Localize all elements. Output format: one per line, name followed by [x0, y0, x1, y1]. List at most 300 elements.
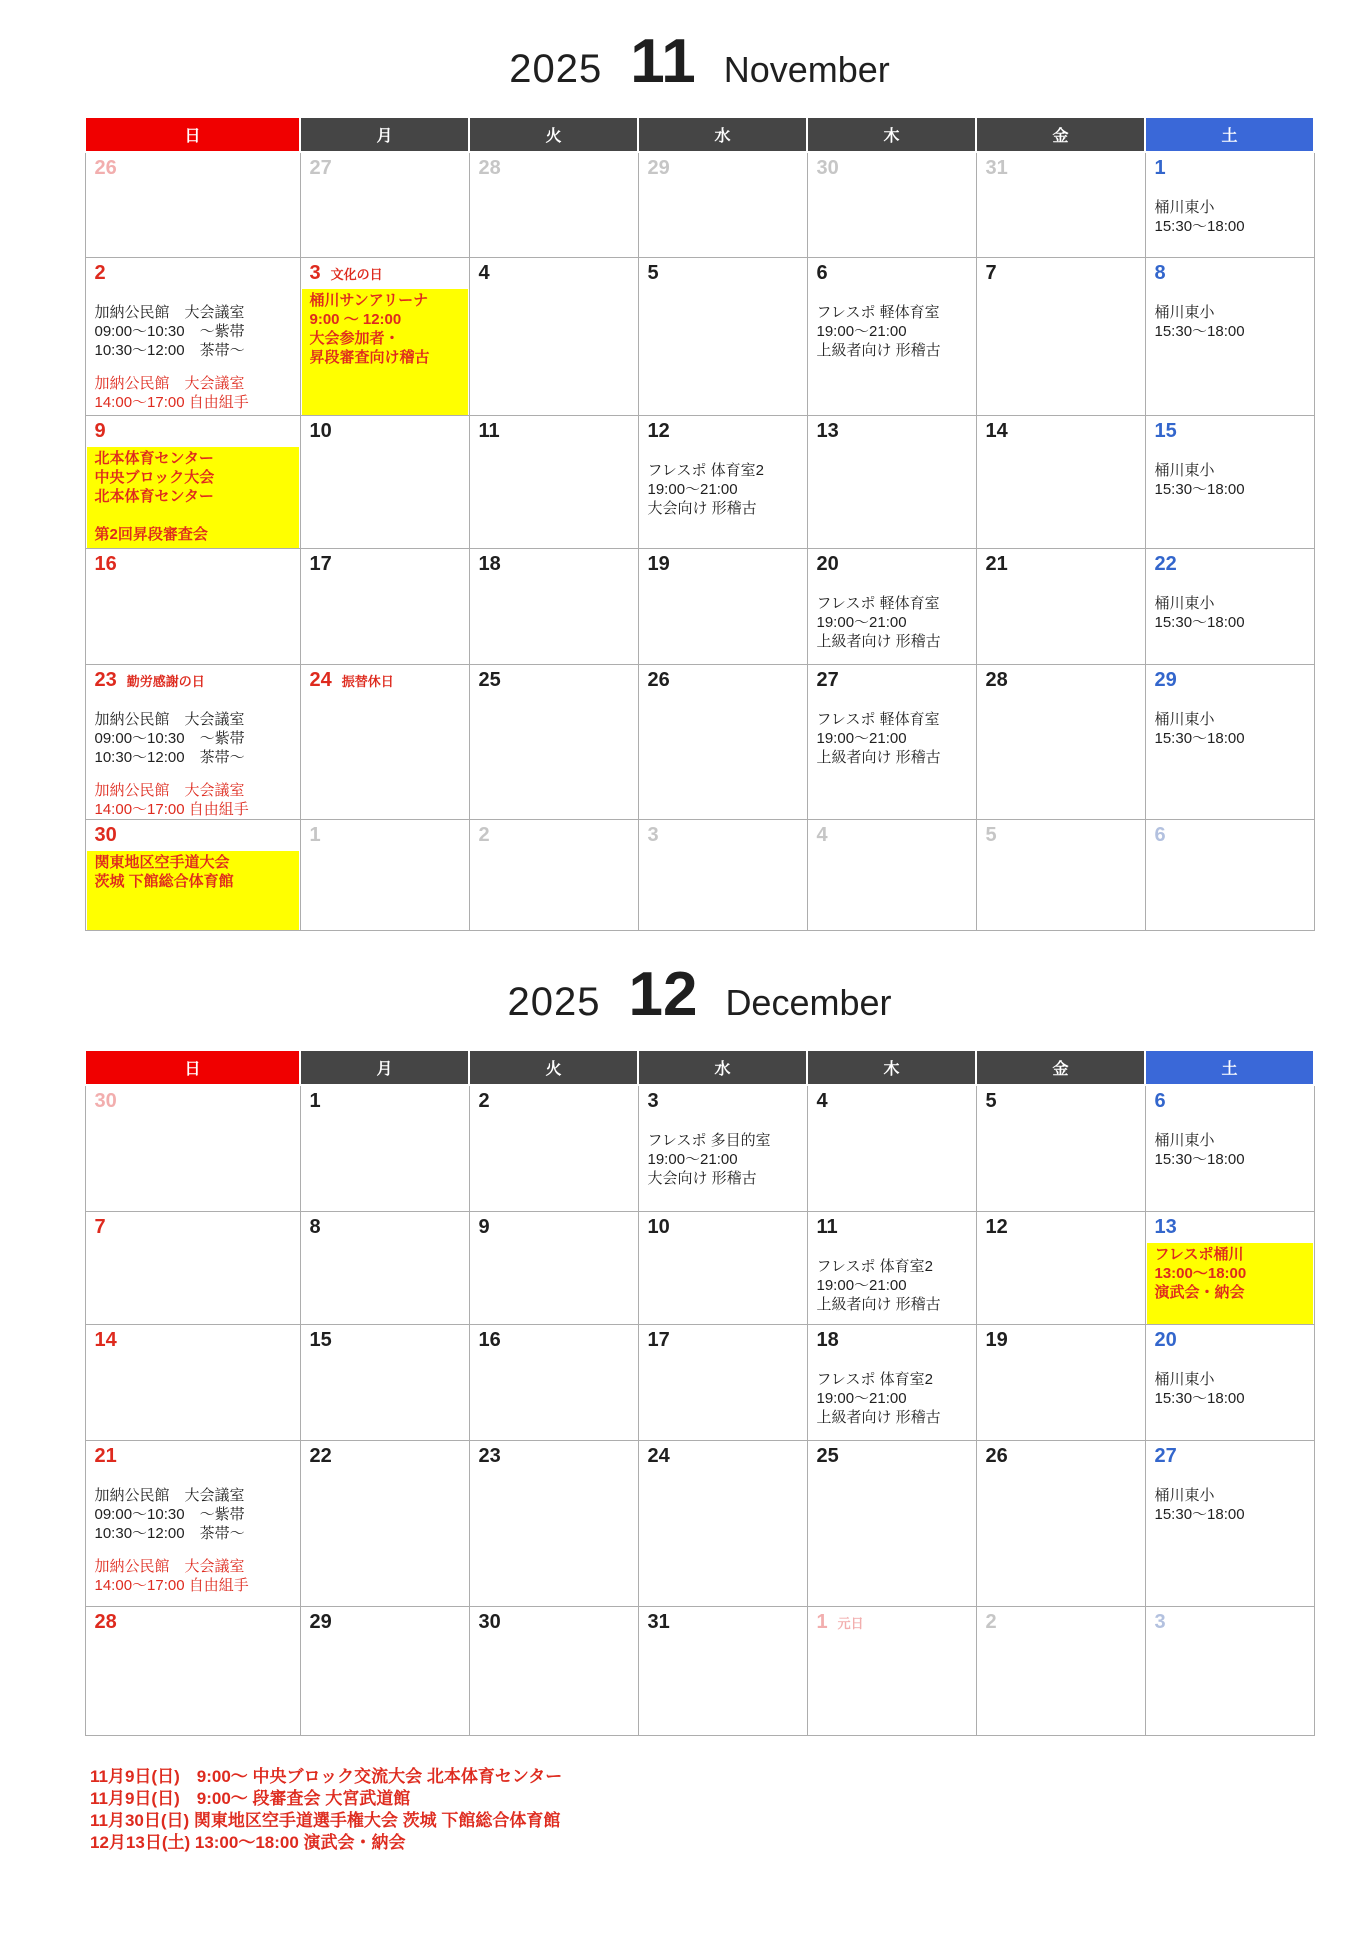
- day-number: 30: [94, 1090, 117, 1112]
- day-number: 23: [94, 669, 117, 691]
- day-cell-content: [301, 820, 469, 930]
- day-number: 26: [647, 669, 670, 691]
- weekday-header-0: 日: [85, 1050, 300, 1085]
- day-cell-content: [1146, 820, 1314, 930]
- day-cell-content: [1146, 665, 1314, 819]
- day-number: 12: [647, 420, 670, 442]
- day-cell-12-5: [976, 1085, 1145, 1212]
- day-cell-content: [470, 1325, 638, 1440]
- day-cell-content: [301, 1086, 469, 1211]
- day-cell-12-6: [1145, 1085, 1314, 1212]
- week-row: [85, 1441, 1314, 1607]
- day-number: 18: [816, 1329, 839, 1351]
- day-number: 26: [985, 1445, 1008, 1467]
- day-number-line: [86, 1086, 300, 1115]
- event-line: 09:00～10:30 ～紫帯: [94, 730, 245, 747]
- day-cell-content: [301, 1212, 469, 1324]
- day-cell-content: [301, 1441, 469, 1606]
- day-number: 27: [309, 157, 332, 179]
- event-line: 19:00～21:00: [816, 323, 907, 340]
- event-line: 関東地区空手道大会: [94, 854, 230, 871]
- event-block: [808, 303, 976, 360]
- day-cell-content: [301, 1325, 469, 1440]
- weekday-header-4: 木: [807, 1050, 976, 1085]
- day-number-line: [977, 416, 1145, 445]
- day-cell-content: [639, 416, 807, 548]
- day-number-line: [808, 820, 976, 849]
- day-number: 1: [816, 1611, 828, 1633]
- day-number-line: [639, 416, 807, 445]
- day-cell-content: [301, 258, 469, 415]
- day-number: 25: [816, 1445, 839, 1467]
- day-number-line: [470, 820, 638, 849]
- day-number: 26: [94, 157, 117, 179]
- day-cell-12-2: [976, 1607, 1145, 1736]
- event-line: フレスポ 軽体育室: [816, 304, 940, 321]
- day-number-line: [1146, 820, 1314, 849]
- day-number: 14: [94, 1329, 117, 1351]
- day-number-line: [1146, 1086, 1314, 1115]
- event-line: 14:00～17:00 自由組手: [94, 394, 249, 411]
- weekday-header-4: 木: [807, 117, 976, 152]
- event-line: 桶川東小: [1154, 1371, 1215, 1388]
- day-cell-11-3: [300, 258, 469, 416]
- event-line: 上級者向け 形稽古: [816, 342, 941, 359]
- day-number: 4: [816, 824, 828, 846]
- event-block: [1146, 461, 1314, 499]
- day-cell-content: [639, 549, 807, 664]
- day-number-line: [808, 1325, 976, 1354]
- day-number: 28: [94, 1611, 117, 1633]
- day-number-line: [808, 1607, 976, 1636]
- event-line: フレスポ 軽体育室: [816, 595, 940, 612]
- day-cell-content: [470, 1086, 638, 1211]
- day-number-line: [639, 1086, 807, 1115]
- day-number: 12: [985, 1216, 1008, 1238]
- event-line: 加納公民館 大会議室: [94, 1487, 245, 1504]
- calendar-table-december: [84, 1049, 1315, 1736]
- event-block: [808, 594, 976, 651]
- week-row: [85, 152, 1314, 258]
- day-cell-12-10: [638, 1212, 807, 1325]
- day-cell-12-1: [807, 1607, 976, 1736]
- event-line: 大会参加者・: [309, 330, 400, 347]
- day-number: 22: [1154, 553, 1177, 575]
- event-block: [808, 1257, 976, 1314]
- day-number: 22: [309, 1445, 332, 1467]
- day-number-line: [470, 416, 638, 445]
- event-line: 上級者向け 形稽古: [816, 633, 941, 650]
- event-line: 9:00 ～ 12:00: [309, 311, 402, 328]
- weekday-header-6: 土: [1145, 1050, 1314, 1085]
- event-line: フレスポ 多目的室: [647, 1132, 771, 1149]
- day-number-line: [977, 258, 1145, 287]
- day-number: 18: [478, 553, 501, 575]
- day-number-line: [470, 1607, 638, 1636]
- event-block: [86, 710, 300, 767]
- day-number-line: [808, 258, 976, 287]
- day-number-line: [1146, 153, 1314, 182]
- weekday-header-5: 金: [976, 1050, 1145, 1085]
- day-cell-content: [301, 416, 469, 548]
- day-number-line: [301, 820, 469, 849]
- day-number: 24: [647, 1445, 670, 1467]
- footer-note-4: 12月13日(土) 13:00～18:00 演武会・納会: [90, 1833, 406, 1852]
- day-number-line: [301, 1086, 469, 1115]
- day-cell-12-22: [300, 1441, 469, 1607]
- event-block: [1146, 1486, 1314, 1524]
- day-cell-11-11: [469, 416, 638, 549]
- event-block: [1147, 1243, 1313, 1324]
- day-number: 17: [647, 1329, 670, 1351]
- day-cell-11-25: [469, 665, 638, 820]
- event-line: 19:00～21:00: [816, 614, 907, 631]
- day-cell-11-29: [638, 152, 807, 258]
- weekday-header-6: 土: [1145, 117, 1314, 152]
- event-line: 昇段審査向け稽古: [309, 349, 430, 366]
- event-line: 桶川東小: [1154, 304, 1215, 321]
- day-cell-11-9: [85, 416, 300, 549]
- event-line: 13:00～18:00: [1154, 1265, 1247, 1282]
- day-number: 21: [985, 553, 1008, 575]
- event-block: [87, 447, 299, 548]
- day-cell-12-30: [85, 1085, 300, 1212]
- day-number-line: [86, 258, 300, 287]
- footer-notes: [90, 1766, 1358, 1854]
- week-row: [85, 416, 1314, 549]
- month-title-december: [84, 959, 1315, 1035]
- day-number: 15: [1154, 420, 1177, 442]
- event-line: 10:30～12:00 茶帯～: [94, 342, 245, 359]
- day-number-line: [86, 1607, 300, 1636]
- day-number-line: [301, 1325, 469, 1354]
- day-cell-content: [470, 665, 638, 819]
- event-line: 第2回昇段審査会: [94, 526, 208, 543]
- day-cell-12-23: [469, 1441, 638, 1607]
- event-line: 加納公民館 大会議室: [94, 1558, 245, 1575]
- event-block: [1146, 710, 1314, 748]
- day-cell-12-3: [1145, 1607, 1314, 1736]
- day-cell-content: [1146, 1212, 1314, 1324]
- event-line: 桶川東小: [1154, 595, 1215, 612]
- day-number-line: [639, 820, 807, 849]
- day-number: 9: [94, 420, 106, 442]
- day-cell-content: [470, 153, 638, 257]
- day-cell-11-23: [85, 665, 300, 820]
- day-number-line: [470, 1086, 638, 1115]
- day-cell-content: [977, 1086, 1145, 1211]
- event-line: 14:00～17:00 自由組手: [94, 1577, 249, 1594]
- event-line: フレスポ 体育室2: [816, 1371, 933, 1388]
- day-cell-11-14: [976, 416, 1145, 549]
- day-cell-content: [639, 1086, 807, 1211]
- day-number: 29: [309, 1611, 332, 1633]
- day-number-line: [1146, 665, 1314, 694]
- day-cell-content: [808, 1607, 976, 1735]
- event-line: 15:30～18:00: [1154, 730, 1245, 747]
- day-number: 8: [1154, 262, 1166, 284]
- day-cell-12-21: [85, 1441, 300, 1607]
- day-number-line: [639, 549, 807, 578]
- holiday-label: 文化の日: [330, 267, 383, 282]
- day-number-line: [301, 549, 469, 578]
- day-number-line: [470, 1212, 638, 1241]
- event-line: 加納公民館 大会議室: [94, 782, 245, 799]
- event-block: [1146, 594, 1314, 632]
- day-number: 21: [94, 1445, 117, 1467]
- day-cell-content: [808, 820, 976, 930]
- day-cell-11-26: [85, 152, 300, 258]
- day-number-line: [808, 1441, 976, 1470]
- day-cell-11-18: [469, 549, 638, 665]
- day-cell-content: [86, 1441, 300, 1606]
- week-row: [85, 258, 1314, 416]
- day-number-line: [86, 820, 300, 849]
- day-number: 10: [309, 420, 332, 442]
- day-cell-content: [1146, 153, 1314, 257]
- week-row: [85, 665, 1314, 820]
- event-line: 大会向け 形稽古: [647, 1170, 757, 1187]
- day-cell-content: [808, 416, 976, 548]
- week-row: [85, 549, 1314, 665]
- day-cell-content: [470, 1212, 638, 1324]
- weekday-header: [85, 1050, 1314, 1085]
- day-number-line: [808, 665, 976, 694]
- day-number-line: [470, 665, 638, 694]
- day-cell-11-31: [976, 152, 1145, 258]
- day-cell-12-15: [300, 1325, 469, 1441]
- event-block: [86, 1486, 300, 1543]
- day-cell-12-4: [807, 1085, 976, 1212]
- day-cell-content: [470, 416, 638, 548]
- day-cell-11-13: [807, 416, 976, 549]
- event-line: 15:30～18:00: [1154, 218, 1245, 235]
- day-number-line: [86, 416, 300, 445]
- day-cell-12-29: [300, 1607, 469, 1736]
- day-cell-11-7: [976, 258, 1145, 416]
- day-cell-content: [808, 549, 976, 664]
- day-number-line: [470, 1325, 638, 1354]
- event-line: 中央ブロック大会: [94, 469, 215, 486]
- day-number-line: [86, 549, 300, 578]
- day-cell-content: [977, 665, 1145, 819]
- day-number-line: [470, 153, 638, 182]
- day-cell-content: [86, 1607, 300, 1735]
- day-number: 29: [647, 157, 670, 179]
- day-cell-12-2: [469, 1085, 638, 1212]
- day-number: 4: [478, 262, 490, 284]
- day-number: 31: [647, 1611, 670, 1633]
- event-line: 10:30～12:00 茶帯～: [94, 749, 245, 766]
- day-number-line: [301, 258, 469, 287]
- event-block: [808, 1370, 976, 1427]
- day-number: 20: [1154, 1329, 1177, 1351]
- day-number-line: [639, 1325, 807, 1354]
- day-cell-11-29: [1145, 665, 1314, 820]
- day-cell-12-28: [85, 1607, 300, 1736]
- event-block: [1146, 1370, 1314, 1408]
- day-cell-content: [977, 1607, 1145, 1735]
- day-cell-content: [470, 549, 638, 664]
- day-number: 6: [1154, 1090, 1166, 1112]
- day-cell-content: [86, 153, 300, 257]
- day-cell-content: [977, 153, 1145, 257]
- event-block: [87, 851, 299, 930]
- day-number: 19: [985, 1329, 1008, 1351]
- day-number-line: [977, 1325, 1145, 1354]
- day-cell-11-21: [976, 549, 1145, 665]
- day-number-line: [808, 416, 976, 445]
- day-cell-11-30: [807, 152, 976, 258]
- event-line: フレスポ 体育室2: [816, 1258, 933, 1275]
- day-number-line: [977, 549, 1145, 578]
- day-cell-content: [977, 416, 1145, 548]
- day-number: 19: [647, 553, 670, 575]
- event-block: [808, 710, 976, 767]
- day-number: 3: [647, 1090, 659, 1112]
- day-cell-12-13: [1145, 1212, 1314, 1325]
- day-number: 13: [1154, 1216, 1177, 1238]
- event-line: 加納公民館 大会議室: [94, 304, 245, 321]
- event-block: [302, 289, 468, 415]
- day-number: 27: [1154, 1445, 1177, 1467]
- event-block: [1146, 1131, 1314, 1169]
- day-cell-12-16: [469, 1325, 638, 1441]
- event-block: [86, 1557, 300, 1595]
- day-number-line: [639, 665, 807, 694]
- weekday-header-2: 火: [469, 117, 638, 152]
- day-cell-content: [808, 1086, 976, 1211]
- day-number-line: [86, 1212, 300, 1241]
- month-name: November: [723, 49, 890, 90]
- day-number-line: [808, 1212, 976, 1241]
- day-number-line: [639, 1441, 807, 1470]
- day-cell-12-24: [638, 1441, 807, 1607]
- day-cell-content: [977, 1441, 1145, 1606]
- day-number: 9: [478, 1216, 490, 1238]
- day-cell-11-5: [638, 258, 807, 416]
- day-cell-content: [470, 1607, 638, 1735]
- day-number-line: [86, 1441, 300, 1470]
- weekday-header: [85, 117, 1314, 152]
- day-number: 5: [985, 1090, 997, 1112]
- day-cell-12-3: [638, 1085, 807, 1212]
- day-number-line: [639, 153, 807, 182]
- event-line: 桶川東小: [1154, 462, 1215, 479]
- footer-note-2: 11月9日(日) 9:00～ 段審査会 大宮武道館: [90, 1789, 411, 1808]
- day-number-line: [86, 153, 300, 182]
- day-number-line: [808, 549, 976, 578]
- day-cell-content: [639, 1325, 807, 1440]
- day-number: 29: [1154, 669, 1177, 691]
- day-number-line: [977, 820, 1145, 849]
- day-cell-11-12: [638, 416, 807, 549]
- day-cell-11-4: [807, 820, 976, 931]
- event-line: 上級者向け 形稽古: [816, 1409, 941, 1426]
- month-name: December: [725, 982, 892, 1023]
- day-cell-content: [977, 1212, 1145, 1324]
- day-cell-12-14: [85, 1325, 300, 1441]
- day-cell-content: [470, 820, 638, 930]
- day-cell-content: [808, 258, 976, 415]
- day-cell-content: [977, 1325, 1145, 1440]
- week-row: [85, 1325, 1314, 1441]
- week-row: [85, 1085, 1314, 1212]
- day-cell-12-25: [807, 1441, 976, 1607]
- event-line: 加納公民館 大会議室: [94, 375, 245, 392]
- day-cell-content: [470, 258, 638, 415]
- day-number: 23: [478, 1445, 501, 1467]
- day-number: 3: [309, 262, 321, 284]
- day-number: 7: [94, 1216, 106, 1238]
- day-number: 7: [985, 262, 997, 284]
- event-line: 桶川東小: [1154, 711, 1215, 728]
- day-number: 25: [478, 669, 501, 691]
- day-number: 3: [647, 824, 659, 846]
- day-number: 28: [985, 669, 1008, 691]
- weekday-header-row: [85, 117, 1314, 152]
- day-number-line: [977, 665, 1145, 694]
- event-line: [95, 506, 297, 525]
- event-line: 北本体育センター: [94, 450, 214, 467]
- weekday-header-1: 月: [300, 117, 469, 152]
- day-number: 31: [985, 157, 1008, 179]
- day-cell-12-8: [300, 1212, 469, 1325]
- day-cell-11-28: [469, 152, 638, 258]
- day-number: 4: [816, 1090, 828, 1112]
- event-line: 09:00～10:30 ～紫帯: [94, 1506, 245, 1523]
- day-number-line: [1146, 258, 1314, 287]
- day-number-line: [301, 665, 469, 694]
- footer-note-1: 11月9日(日) 9:00～ 中央ブロック交流大会 北本体育センター: [90, 1767, 563, 1786]
- event-line: 演武会・納会: [1154, 1284, 1245, 1301]
- event-line: フレスポ 軽体育室: [816, 711, 940, 728]
- day-cell-content: [301, 665, 469, 819]
- day-cell-content: [977, 820, 1145, 930]
- event-line: 桶川東小: [1154, 1132, 1215, 1149]
- day-number: 30: [478, 1611, 501, 1633]
- day-number: 30: [94, 824, 117, 846]
- event-line: 15:30～18:00: [1154, 1390, 1245, 1407]
- day-number-line: [1146, 1441, 1314, 1470]
- day-number-line: [977, 1441, 1145, 1470]
- day-number: 16: [478, 1329, 501, 1351]
- day-cell-12-19: [976, 1325, 1145, 1441]
- day-cell-11-6: [1145, 820, 1314, 931]
- day-number-line: [1146, 416, 1314, 445]
- event-block: [1146, 198, 1314, 236]
- day-cell-content: [301, 1607, 469, 1735]
- day-cell-content: [86, 665, 300, 819]
- day-cell-11-22: [1145, 549, 1314, 665]
- day-cell-content: [86, 1325, 300, 1440]
- week-row: [85, 1607, 1314, 1736]
- event-line: 桶川東小: [1154, 199, 1215, 216]
- day-number-line: [301, 416, 469, 445]
- day-number-line: [470, 549, 638, 578]
- day-cell-content: [808, 1441, 976, 1606]
- weeks: [85, 152, 1314, 931]
- day-number: 1: [1154, 157, 1166, 179]
- weekday-header-2: 火: [469, 1050, 638, 1085]
- event-line: 15:30～18:00: [1154, 481, 1245, 498]
- day-number-line: [808, 1086, 976, 1115]
- day-number-line: [301, 1441, 469, 1470]
- day-cell-content: [977, 549, 1145, 664]
- day-cell-12-26: [976, 1441, 1145, 1607]
- day-cell-12-30: [469, 1607, 638, 1736]
- day-number: 5: [985, 824, 997, 846]
